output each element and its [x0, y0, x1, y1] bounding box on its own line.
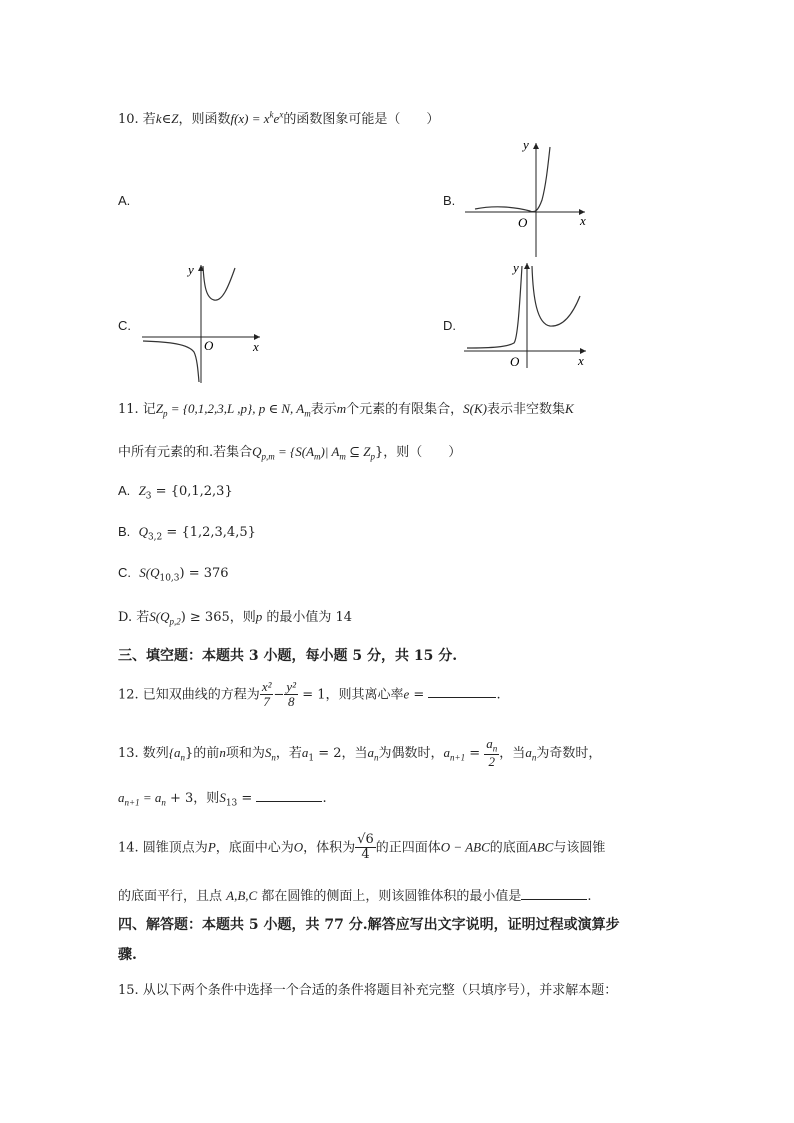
graph-d-origin-label: O	[510, 354, 520, 369]
q12-fraction-y: $\frac{\text{y²}}{8}$	[286, 679, 297, 710]
section-3-heading: 三、填空题：本题共 3 小题，每小题 5 分，共 15 分.	[118, 648, 458, 664]
q13-stem-line1: 13. 数列$\{a_n\}$的前n项和为$S_n$，若$a_1 = 2$，当$a_n$为偶数时，$a_{n+1}$ = $\frac{a_n}{2}$ ，当$a_n$为奇数时，	[118, 736, 602, 770]
graph-c	[140, 260, 270, 385]
graph-c-y-label: y	[188, 262, 194, 277]
graph-c-right-branch	[203, 266, 235, 300]
graph-b-y-label: y	[523, 137, 529, 152]
graph-d-y-label: y	[513, 260, 519, 275]
q10-stem: 10. 若k∈Z，则函数$f(x) = x^ke^x$的函数图象可能是（ ）	[118, 109, 440, 127]
q14-stem-line2: 的底面平行，且点 A,B,C 都在圆锥的侧面上，则该圆锥体积的最小值是 .	[118, 888, 592, 904]
q11-option-c: C. $S(Q_{10,3}) = 376$	[118, 565, 229, 584]
q15-stem: 15. 从以下两个条件中选择一个合适的条件将题目补充完整（只填序号），并求解本题：	[118, 983, 618, 998]
graph-c-left-branch	[143, 341, 199, 382]
q11-stem-line2: 中所有元素的和.若集合$Q_{p,m} = \{S(A_m)|$ $A_m$ ⊆ $Z_p$}，则（ ）	[118, 444, 462, 462]
q13-fraction: $\frac{a_n}{2}$	[486, 736, 498, 770]
q12-answer-blank[interactable]	[428, 697, 496, 698]
graph-b-curve	[475, 147, 550, 212]
graph-d-left-branch	[467, 266, 522, 348]
graph-b-origin-label: O	[518, 215, 528, 230]
section-4-heading-line2: 骤.	[118, 947, 137, 963]
q10-option-c: C.	[118, 318, 131, 333]
graph-d-x-label: x	[578, 353, 584, 368]
graph-d-right-branch	[532, 266, 580, 326]
graph-b	[460, 135, 595, 260]
graph-c-x-label: x	[253, 339, 259, 354]
q12-stem: 12. 已知双曲线的方程为 $\frac{\text{x²}}{7}$ − $\frac{\text{y²}}{8}$ = 1，则其离心率e = .	[118, 679, 501, 710]
q13-stem-line2: $a_{n+1} = a_n + 3$，则$S_{13}$ = .	[118, 790, 327, 809]
q14-fraction: $\frac{√6}{4}$	[357, 832, 374, 863]
section-4-heading-line1: 四、解答题：本题共 5 小题，共 77 分.解答应写出文字说明，证明过程或演算步	[118, 917, 620, 933]
q10-option-d: D.	[443, 318, 456, 333]
q12-fraction-x: $\frac{\text{x²}}{7}$	[261, 679, 272, 710]
q14-stem-line1: 14. 圆锥顶点为P，底面中心为O，体积为 $\frac{√6}{4}$ 的正四面体O − ABC的底面ABC与该圆锥	[118, 832, 606, 863]
q13-answer-blank[interactable]	[256, 801, 322, 802]
graph-d-y-arrow	[524, 263, 530, 269]
graph-b-x-label: x	[580, 213, 586, 228]
q11-option-a: A. $Z_3 = \{0,1,2,3\}$	[118, 483, 233, 502]
graph-d	[462, 258, 592, 373]
q10-option-a: A.	[118, 193, 131, 208]
graph-c-origin-label: O	[204, 338, 214, 353]
q11-option-b: B. $Q_{3,2} = \{1,2,3,4,5\}$	[118, 524, 256, 543]
q14-answer-blank[interactable]	[521, 899, 587, 900]
q11-stem-line1: 11. 记$Z_p = \{0,1,2,3,L$ ,p}, p ∈ N, $A_m$表示m个元素的有限集合，S(K)表示非空数集K	[118, 401, 574, 419]
q11-option-d: D. 若$S(Q_{p,2}) \ge 365$，则p 的最小值为 14	[118, 609, 353, 627]
graph-b-y-arrow	[533, 143, 539, 149]
q10-option-b: B.	[443, 193, 456, 208]
